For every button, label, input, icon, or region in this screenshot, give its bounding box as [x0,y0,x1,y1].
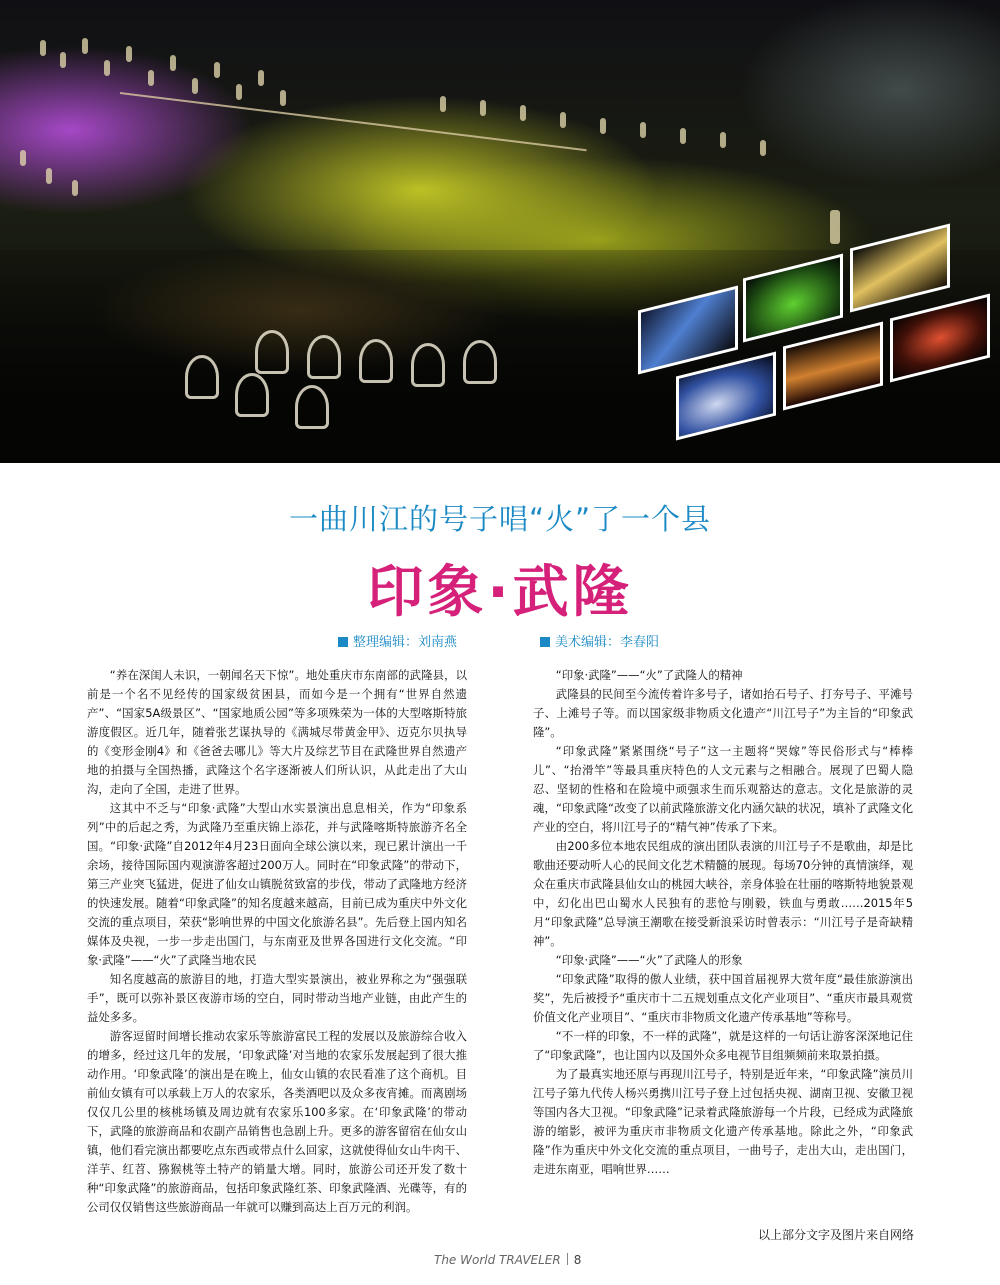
section-heading: “印象·武隆”——“火”了武隆人的形象 [555,953,743,967]
art-editor-credit [540,631,659,650]
paragraph: “印象武隆”紧紧围绕“号子”这一主题将“哭嫁”等民俗形式与“棒棒儿”、“抬滑竿”等最具重庆特色的人文元素与之相融合。展现了巴蜀人隐忍、坚韧的性格和在险境中顽强求生而乐观豁达的意志。文化是旅游的灵魂，“印象武隆“改变了以前武隆旅游文化内涵欠缺的状况，填补了武隆文化产业的空白，将川江号子的“精气神”传承了下来。 [533,744,913,834]
divider [567,1253,568,1265]
paragraph: 武隆县的民间至今流传着许多号子，诸如抬石号子、打夯号子、平滩号子、上滩号子等。而以国家级非物质文化遗产“川江号子”为主旨的“印象武隆”。 [533,687,913,739]
thumb-lit-building [850,224,950,313]
square-bullet-icon [338,637,348,647]
thumb-lanterns-sign [783,322,883,411]
paragraph: 为了最真实地还原与再现川江号子，特别是近年来，“印象武隆”演员川江号子第九代传人杨兴勇携川江号子登上过包括央视、湖南卫视、安徽卫视等国内各大卫视。“印象武隆”记录着武隆旅游每一个片段，已经成为武隆旅游的缩影，被评为重庆市非物质文化遗产传承基地。除此之外，“印象武隆”作为重庆中外文化交流的重点项目，一曲号子，走出大山，走出国门，走进东南亚，唱响世界…… [533,1067,913,1176]
thumbnail-collage [638,236,978,456]
page-number: 8 [573,1253,582,1267]
page-footer [434,1253,581,1269]
source-note: 以上部分文字及图片来自网络 [757,1228,914,1242]
paragraph: 知名度越高的旅游目的地，打造大型实景演出，被业界称之为“强强联手”，既可以弥补景区夜游市场的空白，同时带动当地产业链，由此产生的益处多多。 [87,972,467,1024]
tow-rope [120,92,587,151]
paragraph: 这其中不乏与“印象·武隆”大型山水实景演出息息相关，作为“印象系列”中的后起之秀，为武隆乃至重庆锦上添花，并与武隆喀斯特旅游齐名全国。“印象·武隆”自2012年4月23日面向全球公演以来，现已累计演出一千余场，接待国际国内观演游客超过200万人。同时在“印象武隆”的带动下，第三产业突飞猛进，促进了仙女山镇脱贫致富的步伐，带动了武隆地方经济的快速发展。随着“印象武隆”的知名度越来越高，目前已成为重庆中外文化交流的重点项目，荣获“影响世界的中国文化旅游名县”。先后登上国内知名媒体及央视，一步一步走出国门，与东南亚及世界各国进行文化交流。“印象·武隆”——“火”了武隆当地农民 [87,801,467,967]
article-column-right [533,666,913,1179]
art-editor-text: 美术编辑：李春阳 [555,635,660,650]
section-heading: “印象·武隆”——“火”了武隆人的精神 [555,668,743,682]
subtitle: 一曲川江的号子唱“火”了一个县 [288,502,712,536]
paragraph: “印象武隆”取得的傲人业绩，获中国首届视界大赏年度“最佳旅游演出奖”，先后被授予“重庆市十二五规划重点文化产业项目”、“重庆市最具观赏价值文化产业项目”、“重庆市非物质文化遗产传承基地”等称号。 [533,972,913,1024]
paragraph: “不一样的印象，不一样的武隆”，就是这样的一句话让游客深深地记住了“印象武隆”，也让国内以及国外众多电视节目组频频前来取景拍摄。 [533,1029,913,1062]
thumb-dancer [676,352,776,441]
magazine-brand: The World TRAVELER [434,1253,561,1267]
thumb-stage-lights [638,286,738,375]
page-title: 印象·武隆 [367,560,633,625]
editor-text: 整理编辑：刘南燕 [353,635,458,650]
credits [338,631,738,651]
hero-photo [0,0,1000,463]
article-column-left [87,666,467,1217]
paragraph: 由200多位本地农民组成的演出团队表演的川江号子不是歌曲，却是比歌曲还要动听人心的民间文化艺术精髓的展现。每场70分钟的真情演绎，观众在重庆市武隆县仙女山的桃园大峡谷，亲身体验在壮丽的喀斯特地貌景观中，幻化出巴山蜀水人民独有的悲怆与刚毅，铁血与勇敢……2015年5月“印象武隆”总导演王潮歌在接受新浪采访时曾表示：“川江号子是奇缺精神”。 [533,839,913,948]
thumb-night-lamps [890,294,990,383]
paragraph: 游客逗留时间增长推动农家乐等旅游富民工程的发展以及旅游综合收入的增多，经过这几年的发展，‘印象武隆’对当地的农家乐发展起到了很大推动作用。‘印象武隆’的演出是在晚上，仙女山镇的农民看准了这个商机。目前仙女镇有可以承载上万人的农家乐，各类酒吧以及众多夜宵摊。而离剧场仅仅几公里的核桃场镇及周边就有农家乐100多家。在‘印象武隆’的带动下，武隆的旅游商品和农副产品销售也急剧上升。更多的游客留宿在仙女山镇，他们看完演出都要吃点东西或带点什么回家，这就使得仙女山牛肉干、洋芋、红苕、猕猴桃等土特产的销量大增。同时，旅游公司还开发了数十种“印象武隆”的旅游商品，包括印象武隆红茶、印象武隆酒、光碟等，有的公司仅仅销售这些旅游商品一年就可以赚到高达上百万元的利润。 [87,1029,467,1214]
paragraph: “养在深闺人未识，一朝闻名天下惊”。地处重庆市东南部的武隆县，以前是一个名不见经传的国家级贫困县，而如今是一个拥有“世界自然遗产”、“国家5A级景区”、“国家地质公园”等多项殊荣为一体的大型喀斯特旅游度假区。近几年，随着张艺谋执导的《满城尽带黄金甲》、迈克尔贝执导的《变形金刚4》和《爸爸去哪儿》等大片及综艺节目在武隆世界自然遗产地的拍摄与全国热播，武隆这个名字逐渐被人们所认识，从此走出了大山沟，走向了全国，走进了世界。 [87,668,467,796]
thumb-green-stage [743,254,843,343]
editor-credit [338,631,457,650]
square-bullet-icon [540,637,550,647]
